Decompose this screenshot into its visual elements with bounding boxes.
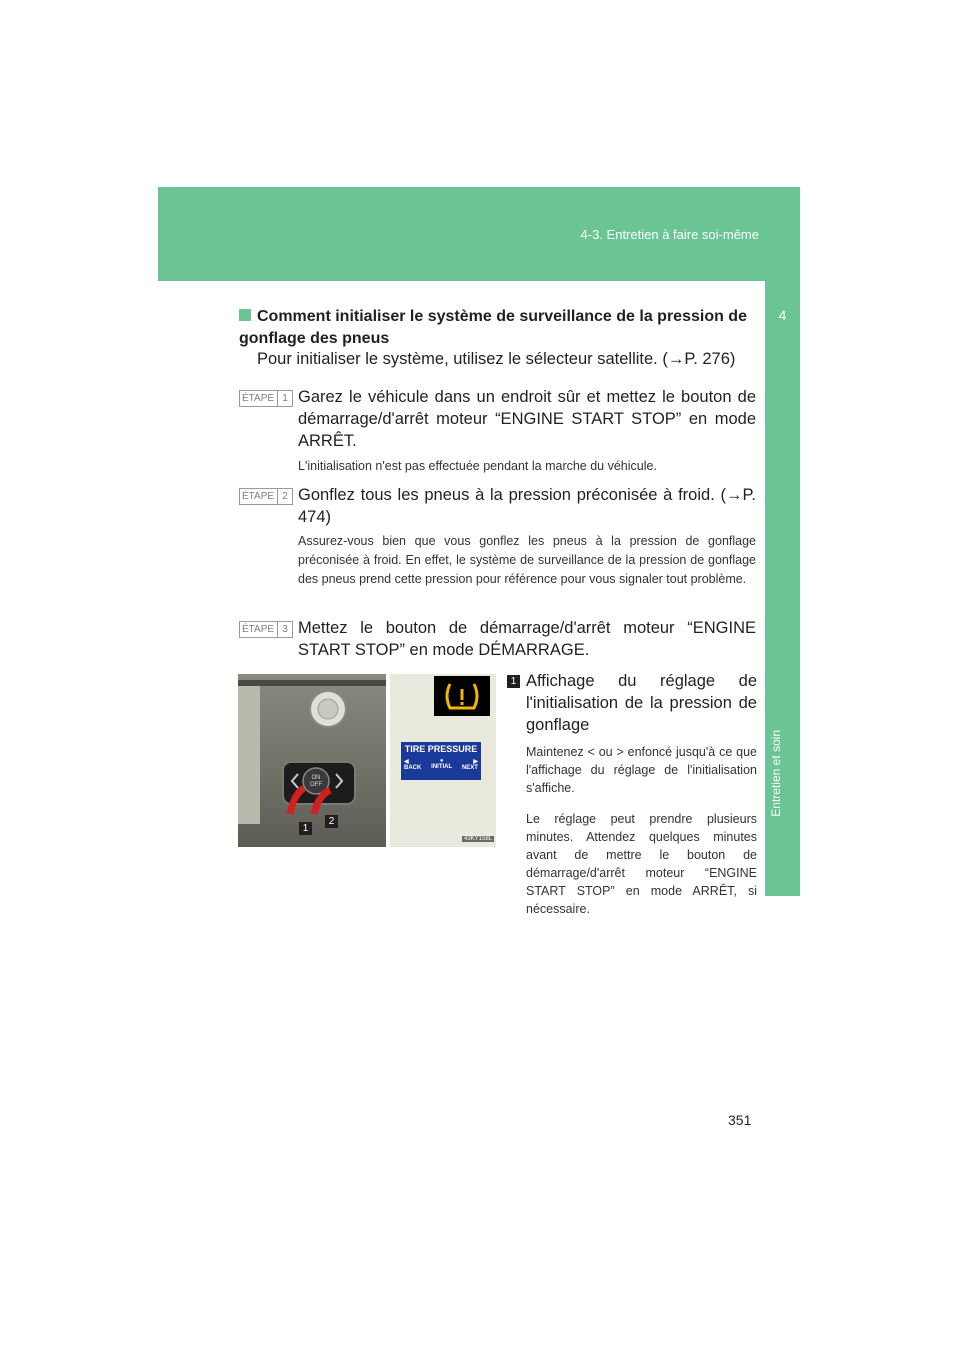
switch-off-label: OFF	[310, 782, 322, 788]
callout-1: 1	[299, 822, 312, 835]
step-2-note: Assurez-vous bien que vous gonflez les pneus à la pression de gonflage préconisée à froid. En effet, le système de surveillance de la pression de gonflage des pneus prend cette pression pour référence pour vous signaler tout problème.	[298, 534, 756, 586]
step-word: ÉTAPE	[242, 624, 275, 635]
screen-back-label: BACK	[404, 765, 422, 771]
step-number: 3	[277, 622, 292, 637]
screen-initial: ● INITIAL	[431, 758, 453, 770]
switch-illustration	[238, 674, 386, 847]
section-heading-text: Comment initialiser le système de surveillance de la pression de gonflage des pneus	[239, 308, 747, 347]
screen-back: ◀ BACK	[404, 759, 422, 771]
step-1-note: L'initialisation n'est pas effectuée pendant la marche du véhicule.	[298, 459, 657, 473]
figure-code: 43KY158L	[464, 836, 493, 842]
square-bullet-icon	[239, 309, 251, 321]
switch-on-label: ON	[311, 775, 321, 781]
tire-pressure-screen	[401, 742, 481, 780]
step-word: ÉTAPE	[242, 393, 275, 404]
dashboard-switch-photo	[238, 674, 386, 847]
chapter-number: 4	[778, 307, 787, 323]
section-heading	[239, 306, 757, 350]
screen-title: TIRE PRESSURE	[404, 744, 478, 754]
step-2-text: Gonflez tous les pneus à la pression préconisée à froid. (→P. 474)	[298, 486, 756, 526]
section-title: 4-3. Entretien à faire soi-même	[580, 227, 759, 242]
step-number: 2	[277, 489, 292, 504]
screen-initial-label: INITIAL	[431, 764, 453, 770]
step-badge-3	[239, 621, 293, 638]
screen-next: ▶ NEXT	[461, 759, 478, 771]
step-3-text: Mettez le bouton de démarrage/d'arrêt moteur “ENGINE START STOP” en mode DÉMARRAGE.	[298, 619, 756, 659]
item-note-2: Le réglage peut prendre plusieurs minutes. Attendez quelques minutes avant de mettre le bouton de démarrage/d'arrêt moteur “ENGINE START STOP” en mode ARRÊT, si nécessaire.	[526, 812, 757, 916]
chapter-label: Entretien et soin	[769, 730, 783, 817]
screen-next-label: NEXT	[461, 765, 478, 771]
tire-pressure-warning-icon	[434, 676, 490, 716]
item-note-1: Maintenez < ou > enfoncé jusqu'à ce que l'affichage du réglage de l'initialisation s'affiche.	[526, 745, 757, 795]
step-number: 1	[277, 391, 292, 406]
item-title: Affichage du réglage de l'initialisation de la pression de gonflage	[526, 672, 757, 734]
step-word: ÉTAPE	[242, 491, 275, 502]
step-badge-2	[239, 488, 293, 505]
step-badge-1	[239, 390, 293, 407]
tire-warning-glyph	[442, 680, 482, 712]
callout-2: 2	[325, 815, 338, 828]
item-callout-1: 1	[507, 675, 520, 688]
step-1-text: Garez le véhicule dans un endroit sûr et mettez le bouton de démarrage/d'arrêt moteur “ENGINE START STOP” en mode ARRÊT.	[298, 388, 756, 450]
section-intro: Pour initialiser le système, utilisez le sélecteur satellite. (→P. 276)	[257, 350, 736, 368]
page-number: 351	[728, 1112, 752, 1128]
